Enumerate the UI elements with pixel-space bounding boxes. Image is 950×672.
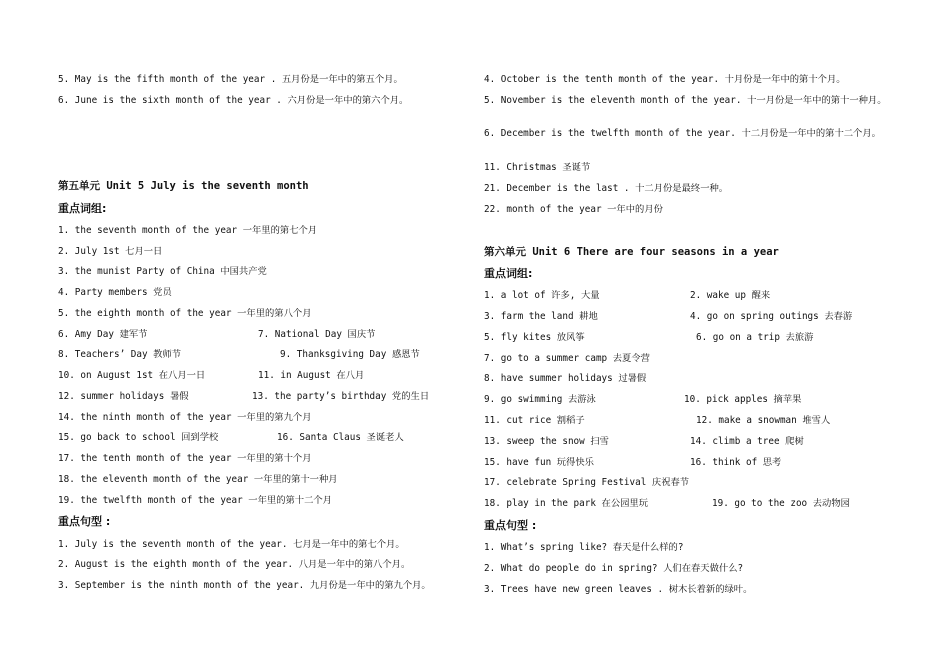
sentence-line: 1. July is the seventh month of the year. 七月是一年中的第七个月。: [58, 539, 405, 550]
phrase-item: 15. have fun 玩得快乐: [484, 457, 594, 468]
sentence-line: 2. What do people do in spring? 人们在春天做什么?: [484, 563, 744, 574]
phrase-line: 7. go to a summer camp 去夏令营: [484, 353, 650, 364]
section-heading: 重点句型 :: [484, 519, 537, 532]
phrase-item: 1. a lot of 许多, 大量: [484, 290, 600, 301]
phrase-item: 8. Teachers’ Day 教师节: [58, 349, 182, 360]
phrase-item: 7. National Day 国庆节: [258, 329, 376, 340]
phrase-item: 14. climb a tree 爬树: [690, 436, 804, 447]
phrase-line: 14. the ninth month of the year 一年里的第九个月: [58, 412, 312, 423]
phrase-item: 16. Santa Claus 圣诞老人: [277, 432, 404, 443]
sentence-line: 2. August is the eighth month of the year. 八月是一年中的第八个月。: [58, 559, 411, 570]
text-line: 21. December is the last . 十二月份是最终一种。: [484, 183, 729, 194]
phrase-line: 17. celebrate Spring Festival 庆祝春节: [484, 477, 690, 488]
sentence-line: 3. Trees have new green leaves . 树木长着新的绿叶。: [484, 584, 753, 595]
phrase-item: 19. go to the zoo 去动物园: [712, 498, 850, 509]
phrase-line: 4. Party members 党员: [58, 287, 172, 298]
section-heading: 重点词组:: [58, 202, 107, 215]
phrase-item: 13. sweep the snow 扫雪: [484, 436, 609, 447]
phrase-line: 18. the eleventh month of the year 一年里的第十一种月: [58, 474, 338, 485]
phrase-line: 19. the twelfth month of the year 一年里的第十二个月: [58, 495, 332, 506]
phrase-line: 5. the eighth month of the year 一年里的第八个月: [58, 308, 312, 319]
phrase-item: 11. cut rice 割稻子: [484, 415, 585, 426]
text-line: 6. June is the sixth month of the year . 六月份是一年中的第六个月。: [58, 95, 409, 106]
text-line: 4. October is the tenth month of the year. 十月份是一年中的第十个月。: [484, 74, 846, 85]
phrase-item: 10. pick apples 摘苹果: [684, 394, 802, 405]
phrase-line: 1. the seventh month of the year 一年里的第七个月: [58, 225, 318, 236]
phrase-item: 15. go back to school 回到学校: [58, 432, 219, 443]
phrase-item: 16. think of 思考: [690, 457, 782, 468]
text-line: 11. Christmas 圣诞节: [484, 162, 591, 173]
text-line: 5. May is the fifth month of the year . 五月份是一年中的第五个月。: [58, 74, 403, 85]
phrase-item: 18. play in the park 在公园里玩: [484, 498, 649, 509]
phrase-item: 12. make a snowman 堆雪人: [696, 415, 831, 426]
section-heading: 重点句型 :: [58, 515, 111, 528]
phrase-item: 11. in August 在八月: [258, 370, 365, 381]
phrase-line: 8. have summer holidays 过暑假: [484, 373, 647, 384]
text-line: 5. November is the eleventh month of the year. 十一月份是一年中的第十一种月。: [484, 95, 887, 106]
text-line: 6. December is the twelfth month of the year. 十二月份是一年中的第十二个月。: [484, 128, 881, 139]
phrase-item: 2. wake up 醒来: [690, 290, 771, 301]
phrase-item: 9. go swimming 去游泳: [484, 394, 596, 405]
phrase-item: 10. on August 1st 在八月一日: [58, 370, 206, 381]
unit-heading: 第五单元 Unit 5 July is the seventh month: [58, 180, 309, 192]
phrase-item: 13. the party’s birthday 党的生日: [252, 391, 430, 402]
phrase-item: 3. farm the land 耕地: [484, 311, 598, 322]
phrase-item: 6. go on a trip 去旅游: [696, 332, 814, 343]
phrase-line: 2. July 1st 七月一日: [58, 246, 163, 257]
sentence-line: 3. September is the ninth month of the year. 九月份是一年中的第九个月。: [58, 580, 431, 591]
phrase-line: 17. the tenth month of the year 一年里的第十个月: [58, 453, 312, 464]
phrase-item: 4. go on spring outings 去春游: [690, 311, 853, 322]
phrase-item: 9. Thanksgiving Day 感恩节: [280, 349, 420, 360]
sentence-line: 1. What’s spring like? 春天是什么样的?: [484, 542, 684, 553]
phrase-line: 3. the munist Party of China 中国共产党: [58, 266, 267, 277]
unit-heading: 第六单元 Unit 6 There are four seasons in a year: [484, 246, 779, 258]
section-heading: 重点词组:: [484, 267, 533, 280]
phrase-item: 6. Amy Day 建军节: [58, 329, 148, 340]
phrase-item: 5. fly kites 放风筝: [484, 332, 585, 343]
text-line: 22. month of the year 一年中的月份: [484, 204, 663, 215]
phrase-item: 12. summer holidays 暑假: [58, 391, 189, 402]
